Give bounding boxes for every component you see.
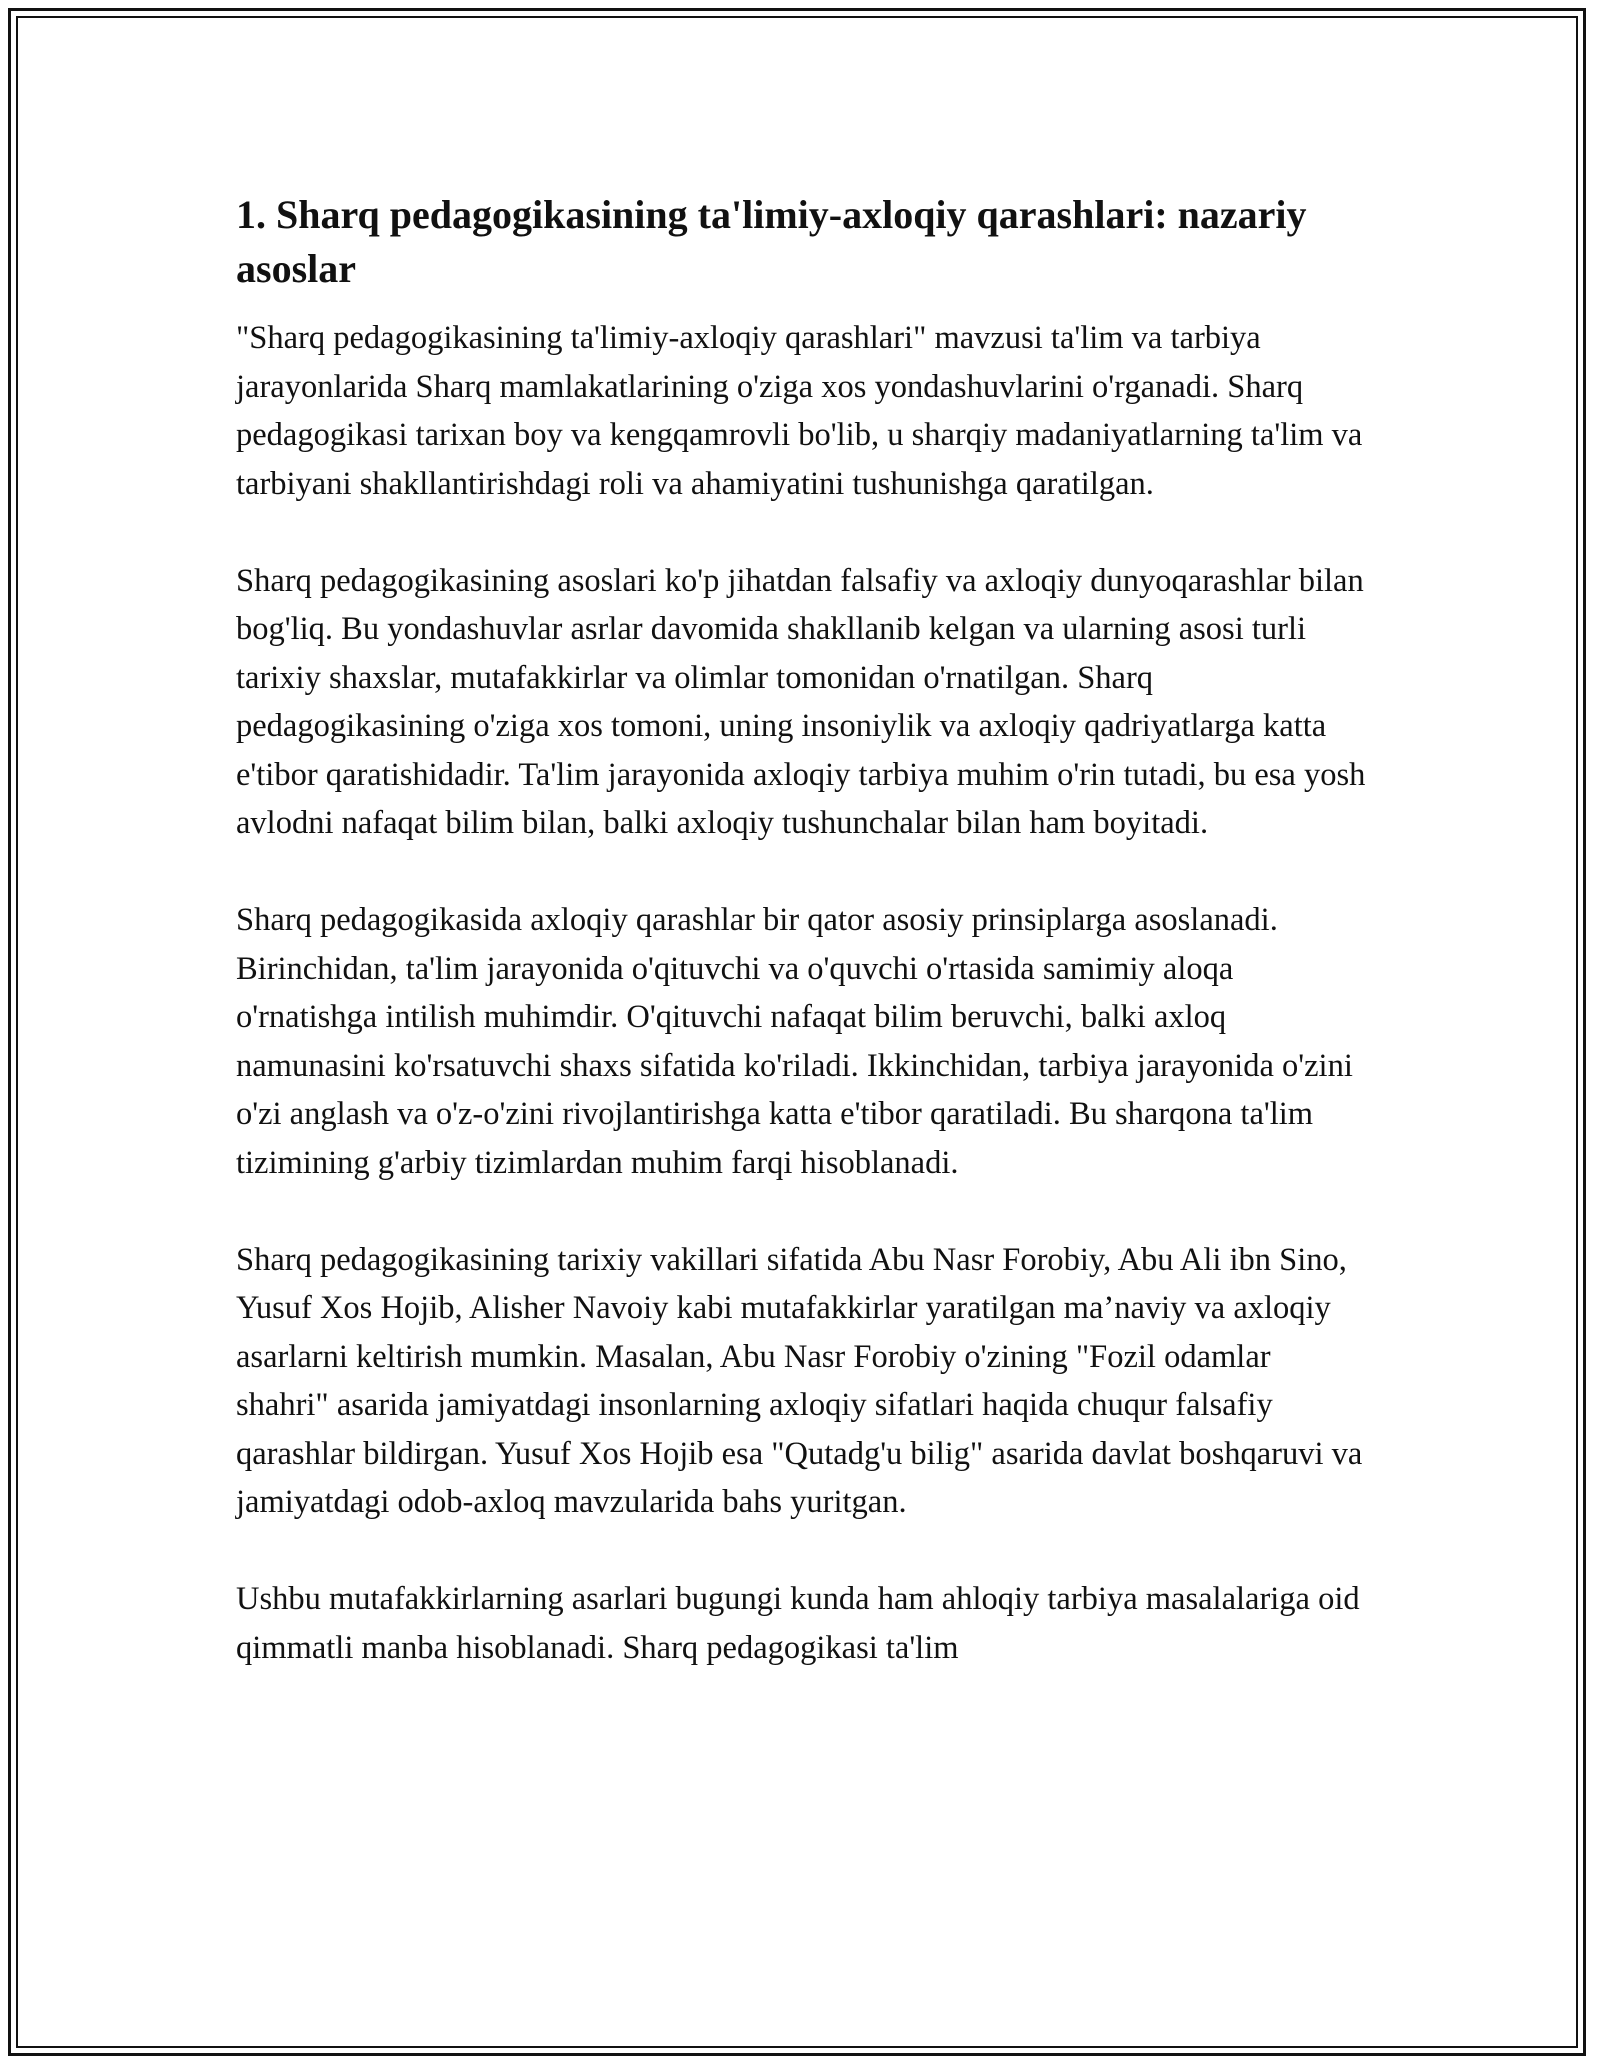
section-heading: 1. Sharq pedagogikasining ta'limiy-axloqiy qarashlari: nazariy asoslar [236, 192, 1307, 291]
paragraph-principles: Sharq pedagogikasida axloqiy qarashlar bir qator asosiy prinsiplarga asoslanadi. Birinchidan, ta'lim jarayonida o'qituvchi va o'quvchi o'rtasida samimiy aloqa o'rnatishga intilish muhimdir. O'qituvchi nafaqat bilim beruvchi, balki axloq namunasini ko'rsatuvchi shaxs sifatida ko'riladi. Ikkinchidan, tarbiya jarayonida o'zini o'zi anglash va o'z-o'zini rivojlantirishga katta e'tibor qaratiladi. Bu sharqona ta'lim tizimining g'arbiy tizimlardan muhim farqi hisoblanadi. [236, 902, 1353, 1181]
paragraph-thinkers: Sharq pedagogikasining tarixiy vakillari sifatida Abu Nasr Forobiy, Abu Ali ibn Sino, Yusuf Xos Hojib, Alisher Navoiy kabi mutafakkirlar yaratilgan ma’naviy va axloqiy asarlarni keltirish mumkin. Masalan, Abu Nasr Forobiy o'zining "Fozil odamlar shahri" asarida jamiyatdagi insonlarning axloqiy sifatlari haqida chuqur falsafiy qarashlar bildirgan. Yusuf Xos Hojib esa "Qutadg'u bilig" asarida davlat boshqaruvi va jamiyatdagi odob-axloq mavzularida bahs yuritgan. [236, 1241, 1363, 1520]
paragraph-foundations: Sharq pedagogikasining asoslari ko'p jihatdan falsafiy va axloqiy dunyoqarashlar bilan bog'liq. Bu yondashuvlar asrlar davomida shakllanib kelgan va ularning asosi turli tarixiy shaxslar, mutafakkirlar va olimlar tomonidan o'rnatilgan. Sharq pedagogikasining o'ziga xos tomoni, uning insoniylik va axloqiy qadriyatlarga katta e'tibor qaratishidadir. Ta'lim jarayonida axloqiy tarbiya muhim o'rin tutadi, bu esa yosh avlodni nafaqat bilim bilan, balki axloqiy tushunchalar bilan ham boyitadi. [236, 562, 1366, 841]
document-body [236, 188, 1366, 1721]
paragraph-legacy: Ushbu mutafakkirlarning asarlari bugungi kunda ham ahloqiy tarbiya masalalariga oid qimmatli manba hisoblanadi. Sharq pedagogikasi ta'lim [236, 1581, 1360, 1666]
paragraph-intro: "Sharq pedagogikasining ta'limiy-axloqiy qarashlari" mavzusi ta'lim va tarbiya jarayonlarida Sharq mamlakatlarining o'ziga xos yondashuvlarini o'rganadi. Sharq pedagogikasi tarixan boy va kengqamrovli bo'lib, u sharqiy madaniyatlarning ta'lim va tarbiyani shakllantirishdagi roli va ahamiyatini tushunishga qaratilgan. [236, 320, 1363, 502]
